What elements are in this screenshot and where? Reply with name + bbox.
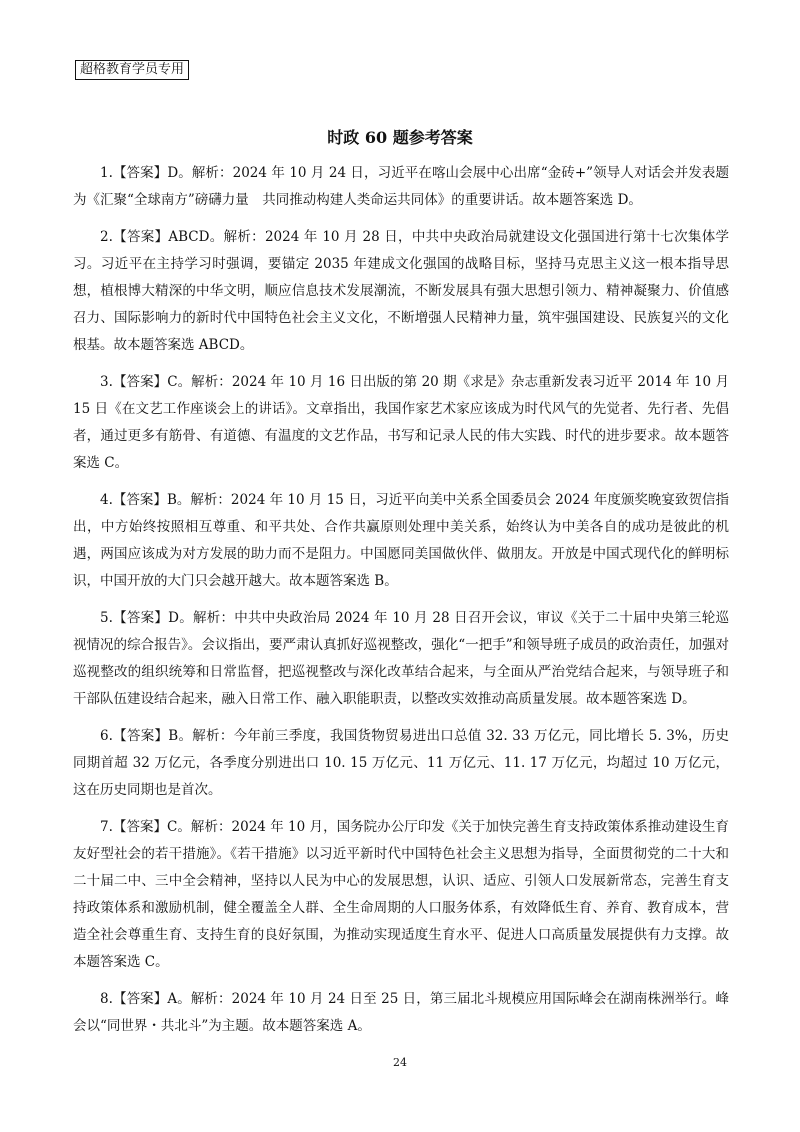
answer-item-1: 1.【答案】D。解析：2024 年 10 月 24 日，习近平在喀山会展中心出席“金砖+”领导人对话会并发表题为《汇聚“全球南方”磅礴力量 共同推动构建人类命运共同体》的重要讲话。故本题答案选 D。 <box>73 165 729 208</box>
answer-list <box>73 160 729 1050</box>
student-only-badge: 超格教育学员专用 <box>75 60 189 80</box>
page-number: 24 <box>393 1056 407 1069</box>
answer-item-3: 3.【答案】C。解析：2024 年 10 月 16 日出版的第 20 期《求是》杂志重新发表习近平 2014 年 10 月 15 日《在文艺工作座谈会上的讲话》。文章指出，我国作家艺术家应该成为时代风气的先觉者、先行者、先倡者，通过更多有筋骨、有道德、有温度的文艺作品，书写和记录人民的伟大实践、时代的进步要求。故本题答案选 C。 <box>73 374 729 471</box>
answer-item-8: 8.【答案】A。解析：2024 年 10 月 24 日至 25 日，第三届北斗规模应用国际峰会在湖南株洲举行。峰会以“同世界・共北斗”为主题。故本题答案选 A。 <box>73 991 729 1034</box>
answer-item-2: 2.【答案】ABCD。解析：2024 年 10 月 28 日，中共中央政治局就建设文化强国进行第十七次集体学习。习近平在主持学习时强调，要锚定 2035 年建成文化强国的战略目标，坚持马克思主义这一根本指导思想，植根博大精深的中华文明，顺应信息技术发展潮流，不断发展具有强大思想引领力、精神凝聚力、价值感召力、国际影响力的新时代中国特色社会主义文化，不断增强人民精神力量，筑牢强国建设、民族复兴的文化根基。故本题答案选 ABCD。 <box>73 229 729 353</box>
answer-item-6: 6.【答案】B。解析：今年前三季度，我国货物贸易进出口总值 32. 33 万亿元，同比增长 5. 3%，历史同期首超 32 万亿元，各季度分别进出口 10. 15 万亿元、11 万亿元、11. 17 万亿元，均超过 10 万亿元，这在历史同期也是首次。 <box>73 728 729 798</box>
answer-item-5: 5.【答案】D。解析：中共中央政治局 2024 年 10 月 28 日召开会议，审议《关于二十届中央第三轮巡视情况的综合报告》。会议指出，要严肃认真抓好巡视整改，强化“一把手”和领导班子成员的政治责任，加强对巡视整改的组织统筹和日常监督，把巡视整改与深化改革结合起来，与全面从严治党结合起来，与领导班子和干部队伍建设结合起来，融入日常工作、融入职能职责，以整改实效推动高质量发展。故本题答案选 D。 <box>73 610 729 707</box>
answer-item-7: 7.【答案】C。解析：2024 年 10 月，国务院办公厅印发《关于加快完善生育支持政策体系推动建设生育友好型社会的若干措施》。《若干措施》以习近平新时代中国特色社会主义思想为指导，全面贯彻党的二十大和二十届二中、三中全会精神，坚持以人民为中心的发展思想，认识、适应、引领人口发展新常态，完善生育支持政策体系和激励机制，健全覆盖全人群、全生命周期的人口服务体系，有效降低生育、养育、教育成本，营造全社会尊重生育、支持生育的良好氛围，为推动实现适度生育水平、促进人口高质量发展提供有力支撑。故本题答案选 C。 <box>73 819 729 970</box>
page-title: 时政 60 题参考答案 <box>327 128 473 147</box>
answer-item-4: 4.【答案】B。解析：2024 年 10 月 15 日，习近平向美中关系全国委员会 2024 年度颁奖晚宴致贺信指出，中方始终按照相互尊重、和平共处、合作共赢原则处理中美关系，始终认为中美各自的成功是彼此的机遇，两国应该成为对方发展的助力而不是阻力。中国愿同美国做伙伴、做朋友。开放是中国式现代化的鲜明标识，中国开放的大门只会越开越大。故本题答案选 B。 <box>73 492 729 589</box>
